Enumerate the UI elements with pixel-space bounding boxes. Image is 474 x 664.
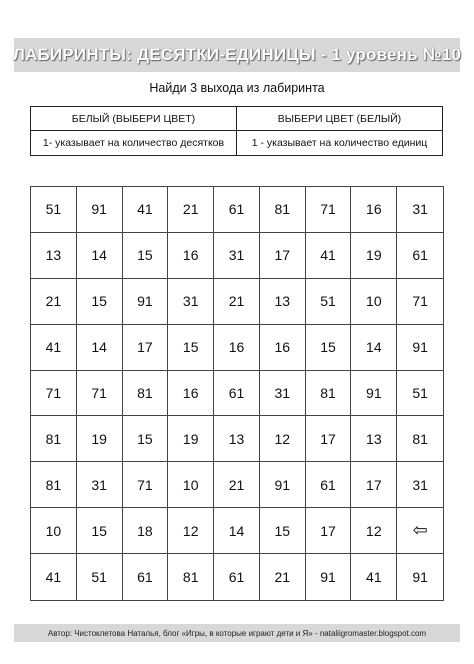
maze-cell: 71	[31, 371, 77, 417]
maze-cell: 17	[306, 508, 352, 554]
maze-cell: 16	[260, 325, 306, 371]
maze-cell: 13	[31, 233, 77, 279]
legend-left-header: БЕЛЫЙ (ВЫБЕРИ ЦВЕТ)	[31, 107, 237, 131]
maze-cell: 14	[351, 325, 397, 371]
maze-cell: 17	[260, 233, 306, 279]
maze-cell: 16	[214, 325, 260, 371]
maze-cell: 10	[351, 279, 397, 325]
maze-cell: 31	[77, 462, 123, 508]
maze-cell: 81	[123, 371, 169, 417]
maze-cell: 51	[77, 554, 123, 600]
maze-cell: 12	[351, 508, 397, 554]
maze-cell: 71	[306, 187, 352, 233]
maze-cell: 14	[214, 508, 260, 554]
maze-cell: 21	[168, 187, 214, 233]
maze-cell: 10	[168, 462, 214, 508]
maze-cell: 18	[123, 508, 169, 554]
maze-cell: 61	[123, 554, 169, 600]
maze-cell: 16	[168, 233, 214, 279]
author-credit: Автор: Чистоклетова Наталья, блог «Игры, в которые играют дети и Я» - nataliigromaster.blogspot.com	[47, 628, 427, 638]
maze-cell: 91	[306, 554, 352, 600]
number-maze-grid	[30, 186, 444, 601]
maze-cell: 12	[168, 508, 214, 554]
maze-cell: 31	[214, 233, 260, 279]
maze-cell: 41	[306, 233, 352, 279]
maze-cell: 41	[31, 554, 77, 600]
legend-right-header: ВЫБЕРИ ЦВЕТ (БЕЛЫЙ)	[237, 107, 442, 131]
maze-cell: 81	[168, 554, 214, 600]
legend-left-note: 1- указывает на количество десятков	[31, 131, 237, 155]
maze-cell: 19	[77, 416, 123, 462]
maze-cell: 51	[31, 187, 77, 233]
title-banner	[14, 38, 460, 72]
maze-cell: 19	[168, 416, 214, 462]
maze-cell: 12	[260, 416, 306, 462]
maze-cell: 81	[306, 371, 352, 417]
maze-cell: 15	[123, 233, 169, 279]
arrow-left-outline-icon: ⇦	[412, 520, 428, 541]
maze-cell: 14	[77, 233, 123, 279]
maze-cell: 13	[214, 416, 260, 462]
maze-cell: 31	[397, 462, 443, 508]
maze-cell: 21	[260, 554, 306, 600]
maze-cell: 71	[77, 371, 123, 417]
maze-cell: 51	[306, 279, 352, 325]
maze-cell: 81	[397, 416, 443, 462]
maze-cell: 14	[77, 325, 123, 371]
maze-cell: 61	[306, 462, 352, 508]
maze-cell: 91	[260, 462, 306, 508]
maze-cell: 15	[77, 508, 123, 554]
maze-cell: 31	[397, 187, 443, 233]
maze-cell: 15	[123, 416, 169, 462]
footer-bar	[14, 624, 460, 642]
maze-cell: 41	[351, 554, 397, 600]
legend-right-note: 1 - указывает на количество единиц	[251, 137, 428, 149]
maze-cell: 61	[214, 554, 260, 600]
maze-cell: 21	[31, 279, 77, 325]
maze-cell: 71	[397, 279, 443, 325]
maze-cell: 17	[123, 325, 169, 371]
maze-cell: 81	[31, 462, 77, 508]
maze-cell: 19	[351, 233, 397, 279]
page-title: ЛАБИРИНТЫ: ДЕСЯТКИ-ЕДИНИЦЫ - 1 уровень №10	[12, 45, 462, 64]
maze-cell: 41	[31, 325, 77, 371]
maze-cell: 15	[260, 508, 306, 554]
maze-cell: 31	[260, 371, 306, 417]
maze-cell: 61	[397, 233, 443, 279]
maze-exit-cell	[397, 508, 443, 554]
maze-cell: 71	[123, 462, 169, 508]
maze-cell: 51	[397, 371, 443, 417]
maze-cell: 15	[168, 325, 214, 371]
maze-cell: 91	[397, 325, 443, 371]
maze-cell: 16	[351, 187, 397, 233]
maze-cell: 21	[214, 279, 260, 325]
maze-cell: 10	[31, 508, 77, 554]
maze-cell: 91	[412, 569, 428, 586]
maze-cell: 15	[77, 279, 123, 325]
maze-cell: 91	[123, 279, 169, 325]
maze-cell: 31	[168, 279, 214, 325]
maze-cell: 17	[306, 416, 352, 462]
maze-cell: 81	[31, 416, 77, 462]
maze-cell: 91	[351, 371, 397, 417]
maze-cell: 16	[168, 371, 214, 417]
maze-cell: 41	[123, 187, 169, 233]
maze-cell: 13	[260, 279, 306, 325]
maze-cell: 13	[351, 416, 397, 462]
maze-cell: 81	[260, 187, 306, 233]
maze-cell: 61	[214, 187, 260, 233]
maze-cell: 21	[214, 462, 260, 508]
legend-table	[30, 106, 443, 156]
maze-cell: 91	[77, 187, 123, 233]
maze-cell: 15	[306, 325, 352, 371]
instruction-text: Найди 3 выхода из лабиринта	[149, 81, 325, 95]
maze-cell: 17	[351, 462, 397, 508]
maze-cell: 61	[214, 371, 260, 417]
